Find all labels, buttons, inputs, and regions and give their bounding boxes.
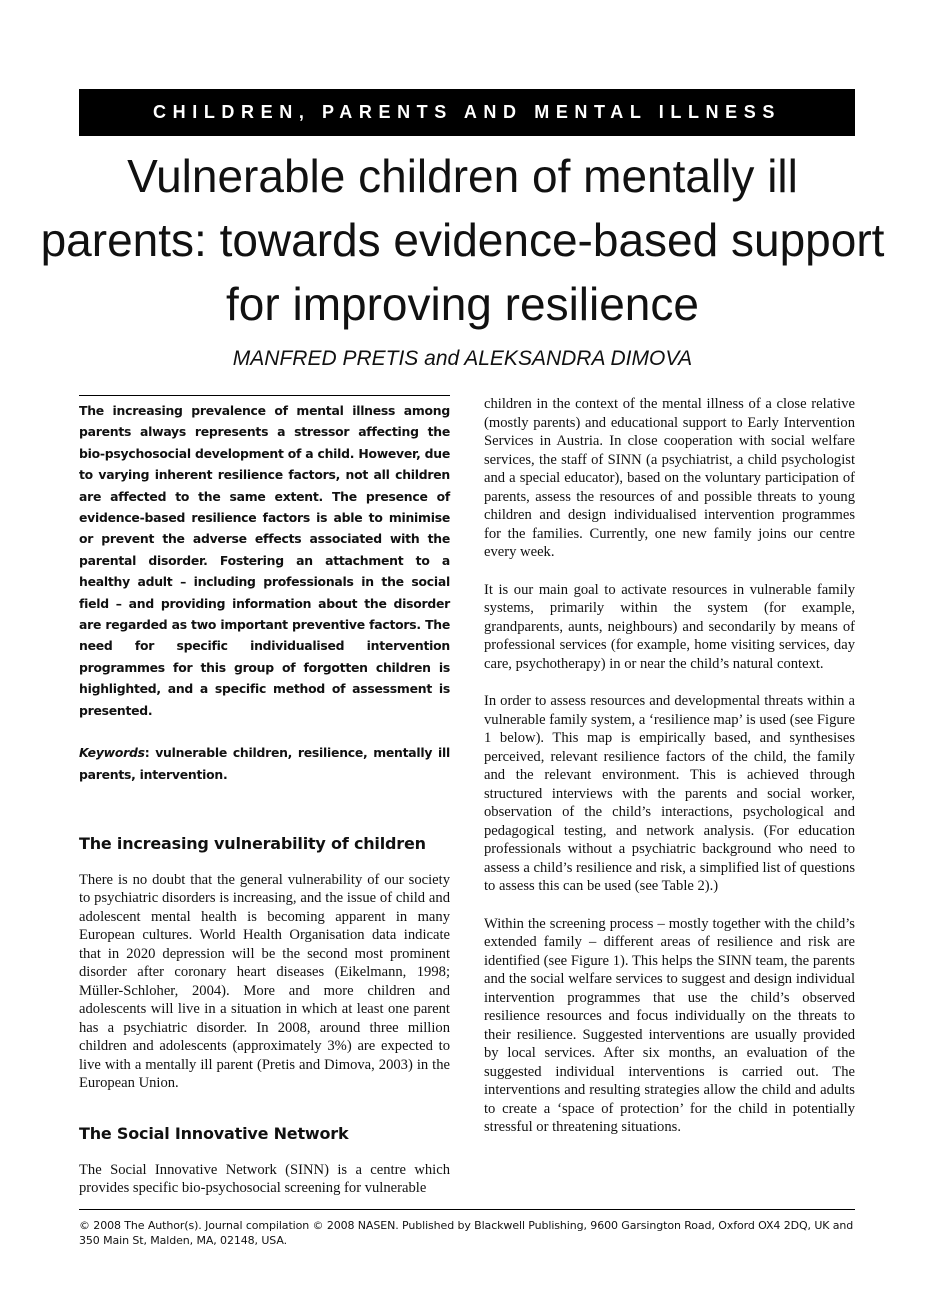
left-column xyxy=(79,395,450,1198)
article-authors: MANFRED PRETIS and ALEKSANDRA DIMOVA xyxy=(232,347,693,370)
copyright-footer: © 2008 The Author(s). Journal compilation © 2008 NASEN. Published by Blackwell Publishing, 9600 Garsington Road, Oxford OX4 2DQ, UK and 350 Main St, Malden, MA, 02148, USA. xyxy=(79,1219,854,1247)
right-column xyxy=(484,395,855,1137)
section-heading-vulnerability: The increasing vulnerability of children xyxy=(79,833,426,853)
section-heading-sinn: The Social Innovative Network xyxy=(79,1123,349,1143)
section-text-vulnerability: There is no doubt that the general vulnerability of our society to psychiatric disorders is increasing, and the issue of child and adolescent mental health is becoming apparent in many European cultures. World Health Organisation data indicate that in 2020 depression will be the second most prominent disorder after coronary heart diseases (Eikelmann, 1998; Müller-Schloher, 2004). More and more children and adolescents will live in a situation in which at least one parent has a psychiatric disorder. In 2008, around three million children and adolescents (approximately 3%) are expected to live with a mentally ill parent (Pretis and Dimova, 2003) in the European Union. xyxy=(79,871,450,1092)
paragraph: In order to assess resources and developmental threats within a vulnerable family system, a ‘resilience map’ is used (see Figure 1 below). This map is empirically based, and synthesises perceived, relevant resilience factors of the child, the family and the relevant environment. This is achieved through structured interviews with the parents and social worker, observation of the child’s interactions, psychological and pedagogical testing, and network analysis. (For education professionals without a psychiatric background who need to assess a child’s resilience and risk, a simplified list of questions to assess this can be used (see Table 2).) xyxy=(484,693,855,894)
section-text-sinn: The Social Innovative Network (SINN) is a centre which provides specific bio-psychosocial screening for vulnerable xyxy=(79,1161,450,1197)
keywords-list: : vulnerable children, resilience, mentally ill parents, intervention. xyxy=(79,745,450,782)
journal-section-banner: CHILDREN, PARENTS AND MENTAL ILLNESS xyxy=(79,89,855,136)
keywords-label: Keywords xyxy=(79,745,145,761)
footer-divider xyxy=(79,1209,855,1210)
paragraph: Within the screening process – mostly together with the child’s extended family – different areas of resilience and risk are identified (see Figure 1). This helps the SINN team, the parents and the social welfare services to suggest and design individual intervention programmes that use the child’s observed resilience resources and focus individually on the threats to their resilience. Suggested interventions are usually provided by local services. After six months, an evaluation of the suggested individual interventions is carried out. The interventions and resulting strategies allow the child and adults to create a ‘space of protection’ for the child in potentially stressful or threatening situations. xyxy=(484,915,855,1135)
paragraph: It is our main goal to activate resources in vulnerable family systems, primarily within the system (for example, grandparents, aunts, neighbours) and secondarily by means of professional services (for example, home visiting services, day care, psychotherapy) in or near the child’s natural context. xyxy=(484,581,855,672)
paragraph: children in the context of the mental illness of a close relative (mostly parents) and educational support to Early Intervention Services in Austria. In close cooperation with social welfare services, the staff of SINN (a psychiatrist, a child psychologist and a special educator), based on the voluntary participation of parents, assess the resources of and possible threats to young children and design individualised intervention programmes for the families. Currently, one new family joins our centre every week. xyxy=(484,396,855,560)
article-title: Vulnerable children of mentally ill parents: towards evidence-based support for improving resilience xyxy=(40,150,885,330)
abstract: The increasing prevalence of mental illness among parents always represents a stressor affecting the bio-psychosocial development of a child. However, due to varying inherent resilience factors, not all children are affected to the same extent. The presence of evidence-based resilience factors is able to minimise or prevent the adverse effects associated with the parental disorder. Fostering an attachment to a healthy adult – including professionals in the social field – and providing information about the disorder are regarded as two important preventive factors. The need for specific individualised intervention programmes for this group of forgotten children is highlighted, and a specific method of assessment is presented. xyxy=(79,395,450,721)
keywords xyxy=(79,742,450,785)
